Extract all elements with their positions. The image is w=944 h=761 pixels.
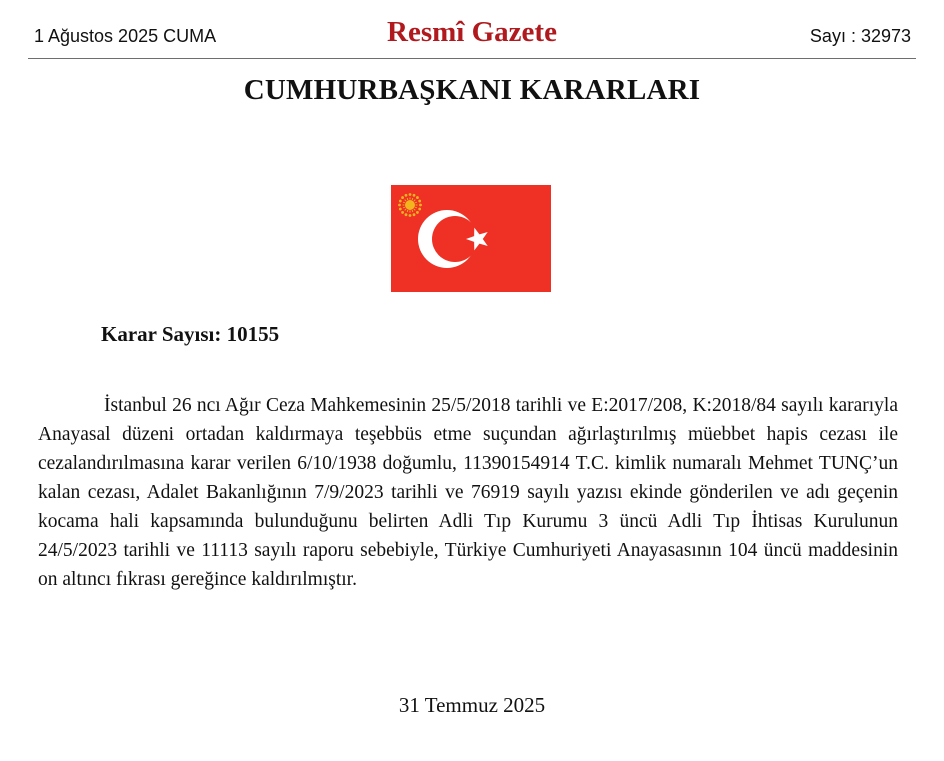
presidential-flag-icon: [391, 185, 551, 292]
gazette-title: Resmî Gazete: [387, 16, 557, 48]
issue-number: Sayı : 32973: [809, 26, 911, 46]
decision-body: İstanbul 26 ncı Ağır Ceza Mahkemesinin 25/5/2018 tarihli ve E:2017/208, K:2018/84 sayılı kararıyla Anayasal düzeni ortadan kaldırmaya teşebbüs etme suçundan ağırlaştırılmış müebbet hapis cezası ile cezalandırılmasına karar verilen 6/10/1938 doğumlu, 11390154914 T.C. kimlik numaralı Mehmet TUNÇ’un kalan cezası, Adalet Bakanlığının 7/9/2023 tarihli ve 76919 sayılı yazısı ekinde gönderilen ve adı geçenin kocama hali kapsamında bulunduğunu belirten Adli Tıp Kurumu 3 üncü Adli Tıp İhtisas Kurulunun 24/5/2023 tarihli ve 11113 sayılı raporu sebebiyle, Türkiye Cumhuriyeti Anayasasının 104 üncü maddesinin on altıncı fıkrası gereğince kaldırılmıştır.: [38, 395, 898, 590]
publication-date: 1 Ağustos 2025 CUMA: [34, 26, 217, 46]
section-title: CUMHURBAŞKANI KARARLARI: [243, 74, 701, 106]
decision-number: Karar Sayısı: 10155: [101, 322, 280, 346]
decision-date: 31 Temmuz 2025: [398, 693, 546, 717]
gazette-header: [28, 14, 916, 59]
